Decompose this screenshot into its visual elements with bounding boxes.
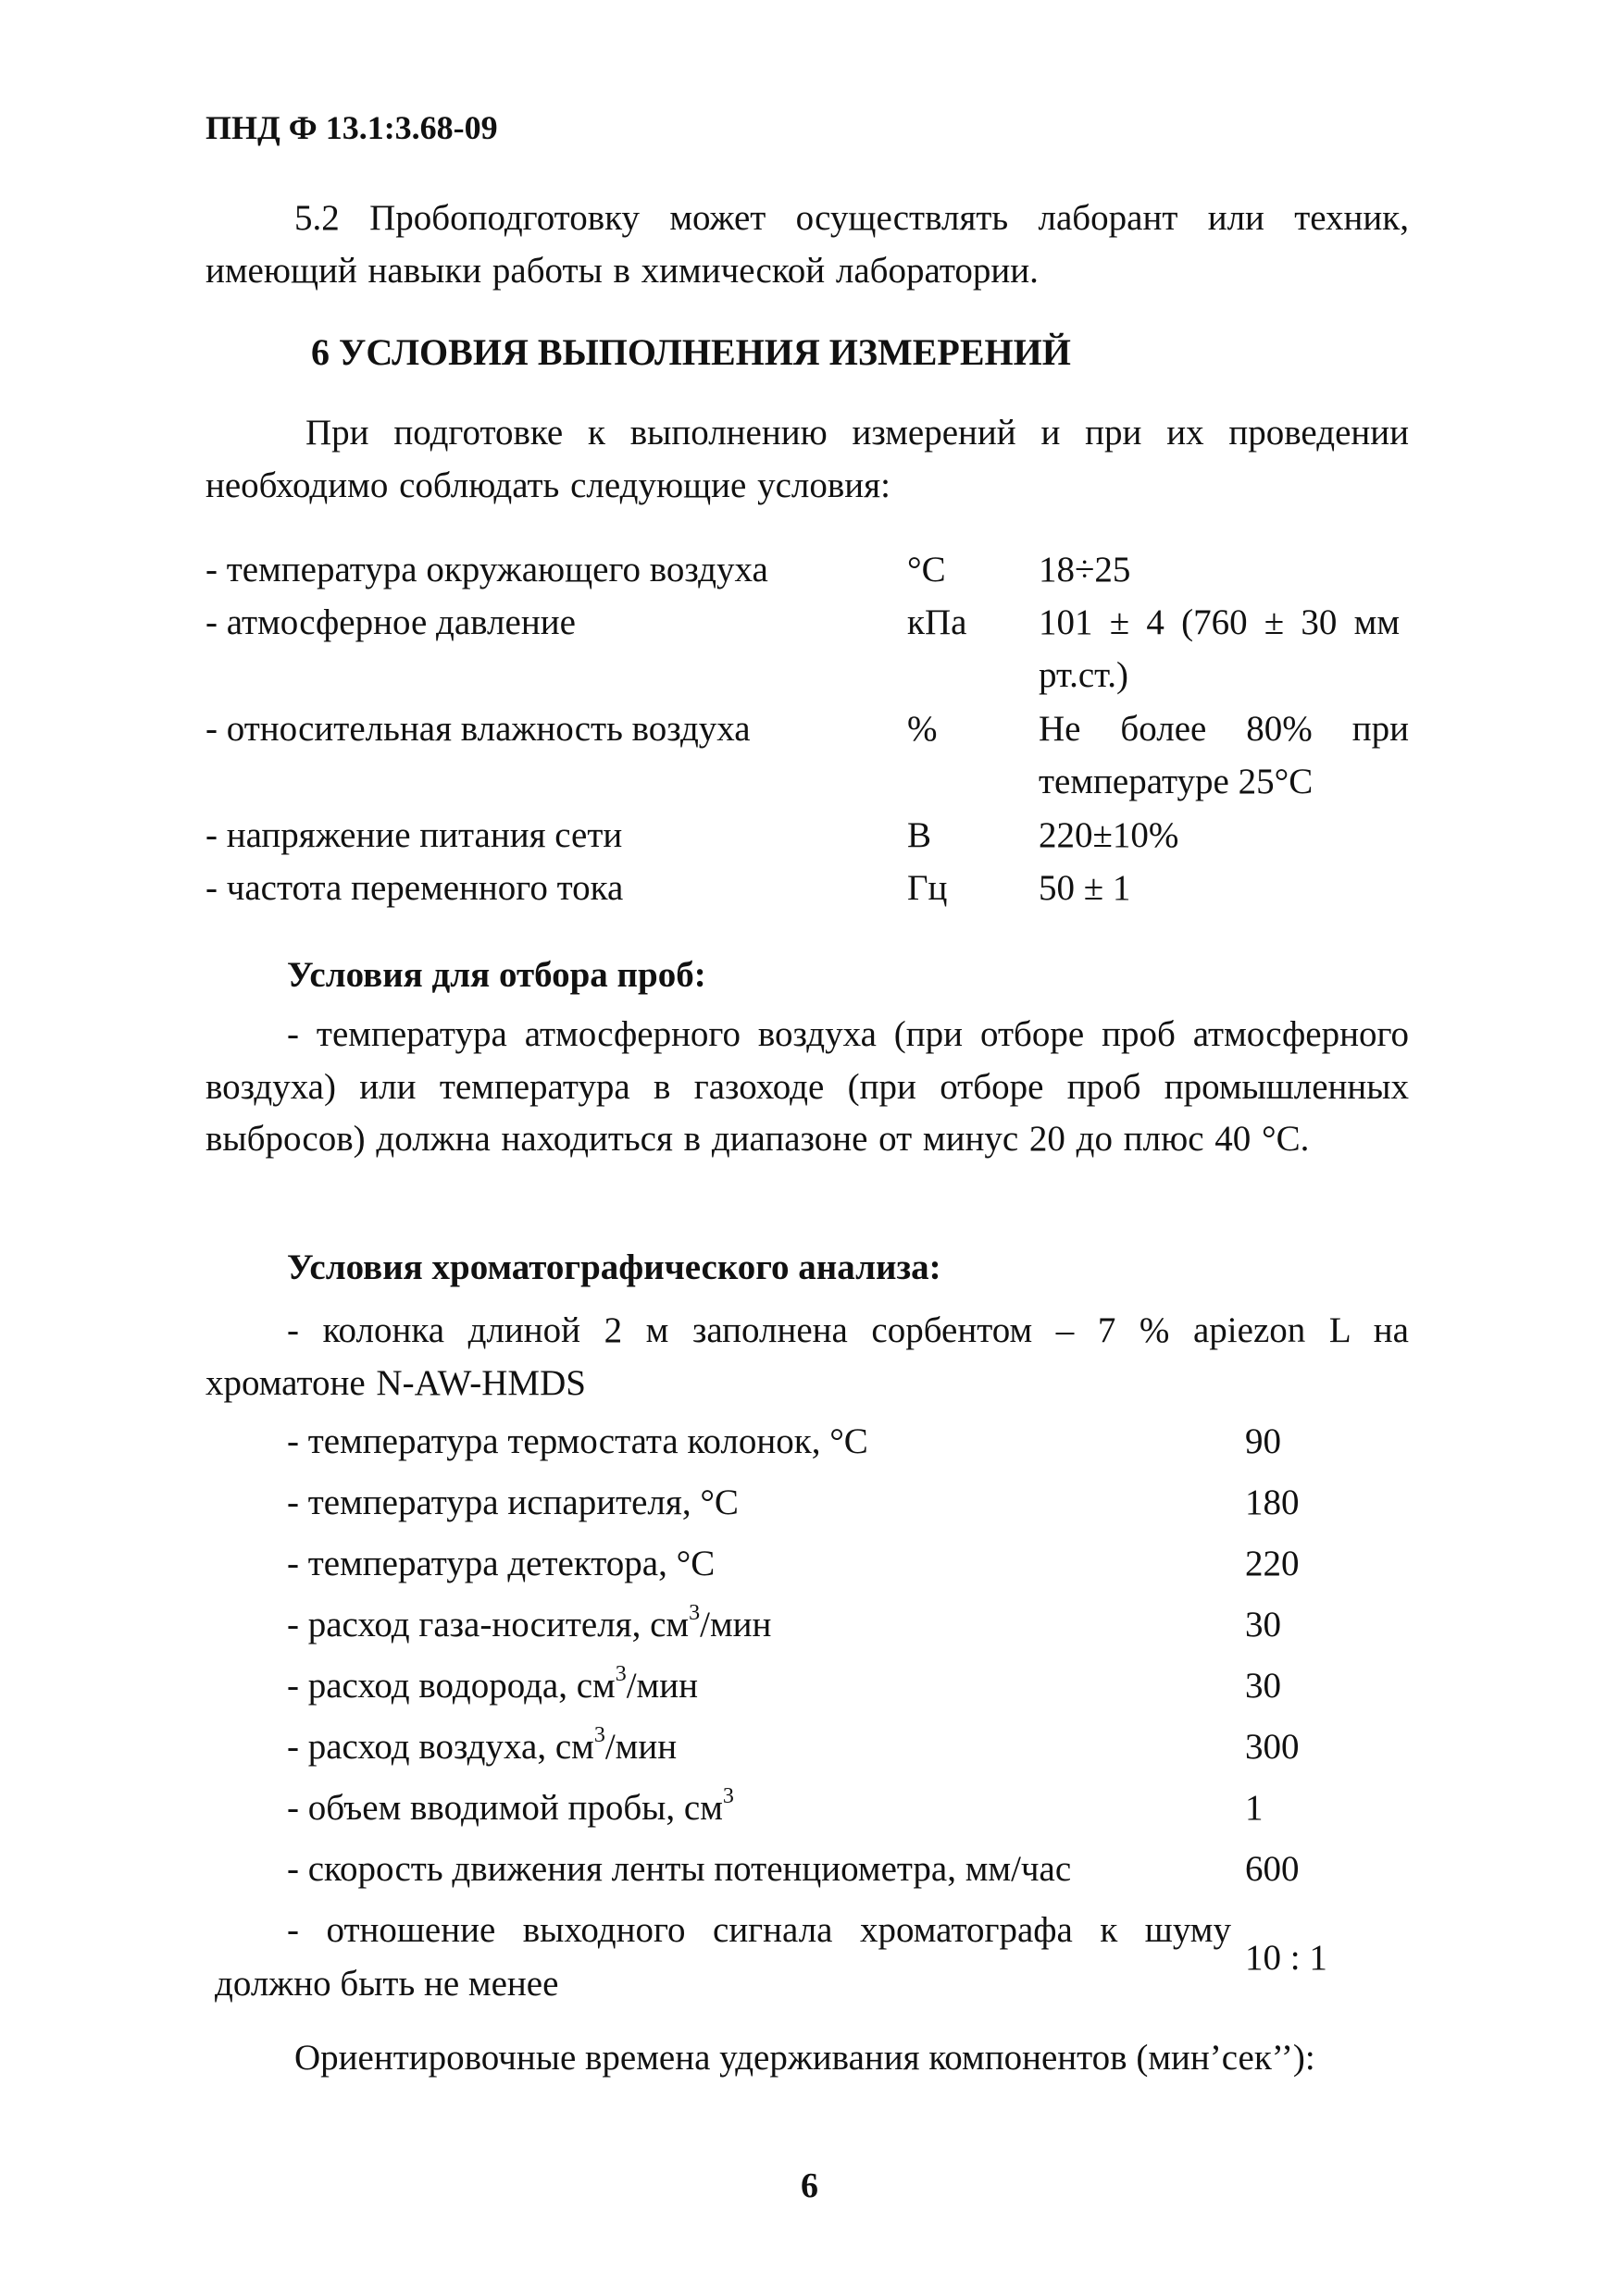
param-value: 30 [1245, 1605, 1281, 1644]
param-row [287, 1416, 1351, 1471]
condition-value: 50 ± 1 [1039, 868, 1131, 908]
condition-row [205, 597, 1409, 695]
param-row [287, 1538, 1351, 1594]
condition-value: 18÷25 [1039, 550, 1131, 590]
condition-row [205, 863, 1409, 918]
param-value: 220 [1245, 1544, 1300, 1583]
condition-row [205, 544, 1409, 600]
condition-unit: °С [907, 550, 946, 590]
condition-unit: кПа [907, 602, 967, 642]
ratio-value: 10 : 1 [1245, 1938, 1327, 1978]
ratio-line-1: - отношение выходного сигнала хроматографа к шуму [287, 1910, 1231, 1950]
param-value: 30 [1245, 1666, 1281, 1706]
sampling-paragraph: - температура атмосферного воздуха (при отборе проб атмосферного воздуха) или температура в газоходе (при отборе проб промышленных выбросов) должна находиться в диапазоне от минус 20 до плюс 40 °С. [205, 1014, 1409, 1160]
param-name: - расход газа-носителя, $см^3$/мин [287, 1601, 772, 1644]
condition-row [205, 703, 1409, 801]
param-row [287, 1721, 1351, 1777]
condition-value: 101 ± 4 (760 ± 30 мм рт.ст.) [1039, 602, 1400, 695]
sampling-heading: Условия для отбора проб: [287, 955, 706, 995]
param-value: 1 [1245, 1788, 1264, 1828]
param-row [287, 1477, 1351, 1533]
condition-name: - напряжение питания сети [205, 815, 623, 855]
param-name: - объем вводимой пробы, $см^3$ [287, 1784, 734, 1828]
ratio-line-2: должно быть не менее [215, 1964, 559, 2004]
param-value: 300 [1245, 1727, 1300, 1767]
condition-row [205, 810, 1409, 865]
param-row [287, 1660, 1351, 1716]
section-5-2-paragraph: 5.2 Пробоподготовку может осуществлять лаборант или техник, имеющий навыки работы в химической лаборатории. [205, 198, 1409, 291]
section-6-heading: 6 УСЛОВИЯ ВЫПОЛНЕНИЯ ИЗМЕРЕНИЙ [311, 331, 1071, 373]
document-code: ПНД Ф 13.1:3.68-09 [205, 109, 498, 146]
param-value: 180 [1245, 1483, 1300, 1522]
param-name: - температура термостата колонок, °С [287, 1421, 868, 1461]
param-name: - расход воздуха, $см^3$/мин [287, 1723, 678, 1767]
section-6-intro: При подготовке к выполнению измерений и при их проведении необходимо соблюдать следующие условия: [205, 413, 1409, 505]
column-description: - колонка длиной 2 м заполнена сорбентом – 7 % apiezon L на хроматоне N-AW-HMDS [205, 1310, 1409, 1403]
condition-value: Не более 80% при температуре 25°С [1039, 709, 1409, 801]
condition-value: 220±10% [1039, 815, 1179, 855]
param-row [287, 1843, 1351, 1899]
param-name: - температура детектора, °С [287, 1544, 716, 1583]
param-value: 600 [1245, 1849, 1300, 1889]
param-value: 90 [1245, 1421, 1281, 1461]
page-number: 6 [801, 2166, 818, 2205]
condition-name: - температура окружающего воздуха [205, 550, 768, 590]
chromatography-heading: Условия хроматографического анализа: [287, 1247, 941, 1287]
condition-name: - атмосферное давление [205, 602, 576, 642]
param-name: - скорость движения ленты потенциометра, мм/час [287, 1849, 1072, 1889]
condition-unit: В [907, 815, 932, 855]
condition-name: - относительная влажность воздуха [205, 709, 751, 749]
condition-name: - частота переменного тока [205, 868, 624, 908]
param-row [287, 1782, 1351, 1838]
param-row [287, 1599, 1351, 1655]
retention-times-caption: Ориентировочные времена удерживания компонентов (мин’сек’’): [294, 2038, 1315, 2078]
condition-unit: Гц [907, 868, 948, 908]
condition-unit: % [907, 709, 938, 749]
param-name: - температура испарителя, °С [287, 1483, 739, 1522]
param-name: - расход водорода, $см^3$/мин [287, 1662, 698, 1706]
